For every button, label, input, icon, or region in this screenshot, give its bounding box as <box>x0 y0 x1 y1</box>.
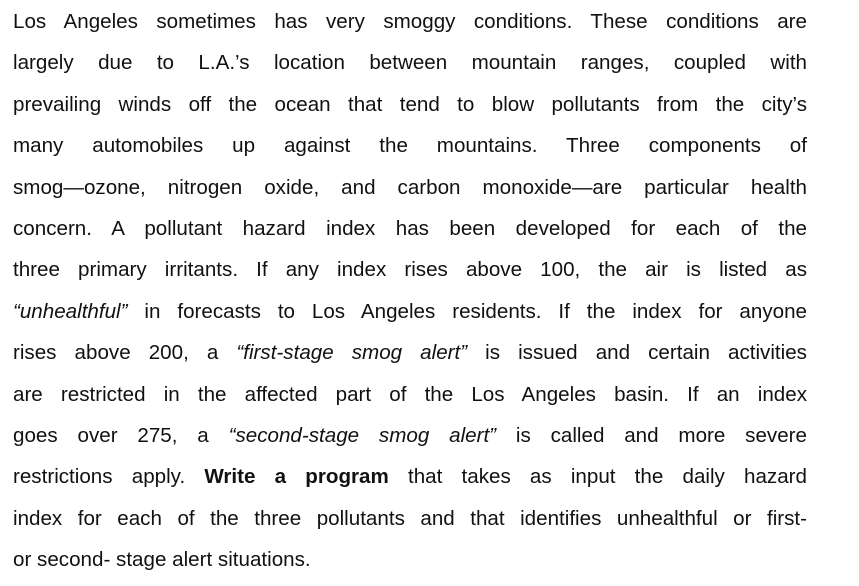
task-emphasis: Write a program <box>204 465 389 489</box>
text-line-3: prevailing winds off the ocean that tend to blow pollutants from the city’s <box>13 92 807 116</box>
text-line-7: three primary irritants. If any index rises above 100, the air is listed as <box>13 258 807 282</box>
term-first-stage-alert: “first-stage smog alert” <box>236 341 468 365</box>
text-line-14: or second- stage alert situations. <box>13 548 311 572</box>
text-line-9: rises above 200, a “first-stage smog alert” is issued and certain activities <box>13 341 807 365</box>
term-unhealthful: “unhealthful” <box>13 299 128 323</box>
text-line-11: goes over 275, a “second-stage smog alert” is called and more severe <box>13 423 807 447</box>
term-second-stage-alert: “second-stage smog alert” <box>228 423 497 447</box>
text-line-10: are restricted in the affected part of the Los Angeles basin. If an index <box>13 382 807 406</box>
text-line-2: largely due to L.A.’s location between mountain ranges, coupled with <box>13 51 807 75</box>
text-line-6: concern. A pollutant hazard index has been developed for each of the <box>13 216 807 240</box>
text-line-13: index for each of the three pollutants and that identifies unhealthful or first- <box>13 506 807 530</box>
problem-statement <box>13 0 807 580</box>
text-line-4: many automobiles up against the mountains. Three components of <box>13 134 807 158</box>
text-line-5: smog—ozone, nitrogen oxide, and carbon monoxide—are particular health <box>13 175 807 199</box>
text-line-12: restrictions apply. Write a program that takes as input the daily hazard <box>13 465 807 489</box>
text-line-8: “unhealthful” in forecasts to Los Angeles residents. If the index for anyone <box>13 299 807 323</box>
text-line-1: Los Angeles sometimes has very smoggy conditions. These conditions are <box>13 10 807 33</box>
